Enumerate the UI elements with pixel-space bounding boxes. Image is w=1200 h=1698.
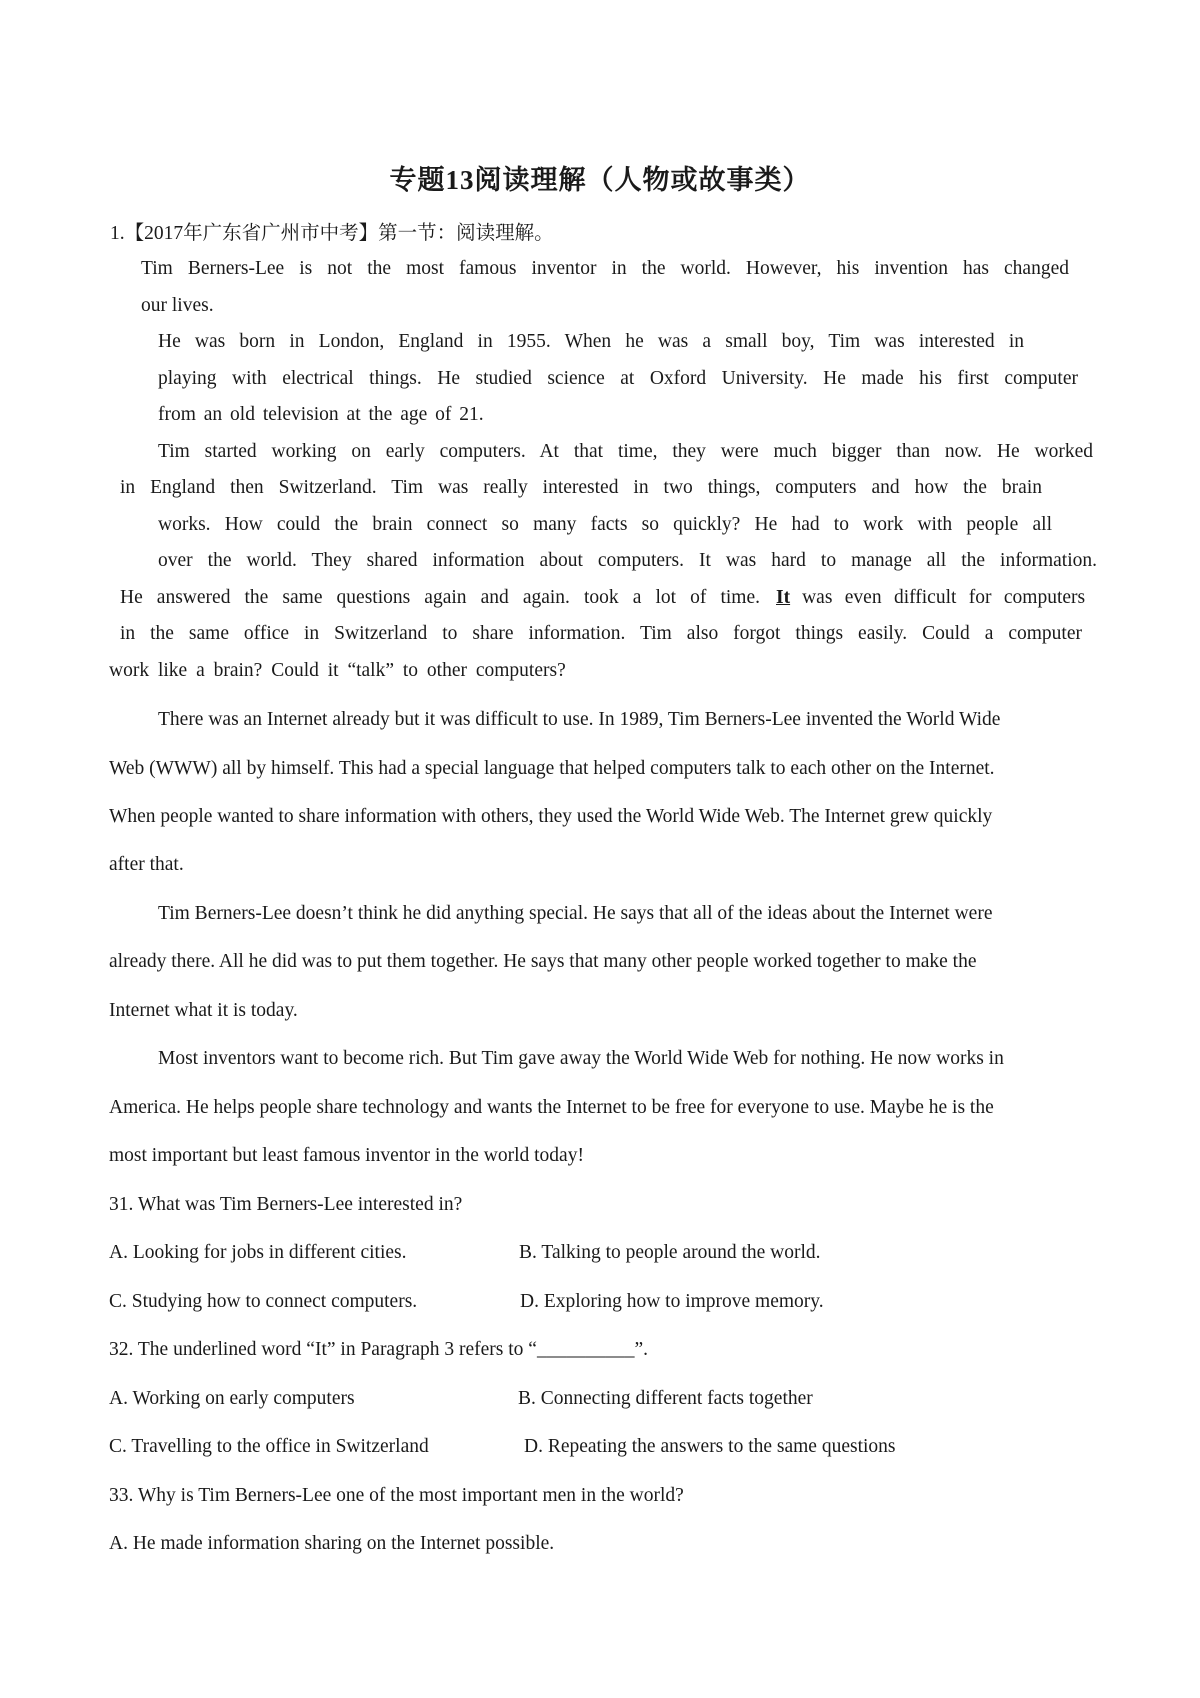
page-title: 专题13阅读理解（人物或故事类） <box>389 165 811 195</box>
passage-line: work like a brain? Could it “talk” to other computers? <box>109 660 566 681</box>
passage-line: America. He helps people share technology and wants the Internet to be free for everyone to use. Maybe he is the <box>109 1097 994 1118</box>
answer-option: D. Repeating the answers to the same questions <box>524 1436 896 1457</box>
answer-option: B. Talking to people around the world. <box>519 1242 821 1263</box>
answer-option: C. Travelling to the office in Switzerland <box>109 1436 429 1457</box>
passage-line <box>120 586 1097 610</box>
answer-option: A. Working on early computers <box>109 1388 355 1409</box>
question-stem: 31. What was Tim Berners-Lee interested in? <box>109 1194 463 1215</box>
passage-line: over the world. They shared information about computers. It was hard to manage all the information. <box>158 550 1097 571</box>
passage-line: When people wanted to share information with others, they used the World Wide Web. The Internet grew quickly <box>109 806 993 827</box>
answer-option: D. Exploring how to improve memory. <box>520 1291 824 1312</box>
answer-option: A. He made information sharing on the Internet possible. <box>109 1533 555 1554</box>
passage-line: Internet what it is today. <box>109 1000 298 1021</box>
passage-line: most important but least famous inventor in the world today! <box>109 1145 584 1166</box>
question-stem: 33. Why is Tim Berners-Lee one of the most important men in the world? <box>109 1485 684 1506</box>
passage-line: from an old television at the age of 21. <box>158 404 484 425</box>
answer-option: C. Studying how to connect computers. <box>109 1291 418 1312</box>
passage-line: in the same office in Switzerland to share information. Tim also forgot things easily. Could a computer <box>120 623 1082 644</box>
answer-option: A. Looking for jobs in different cities. <box>109 1242 407 1263</box>
question-stem: 32. The underlined word “It” in Paragraph 3 refers to “__________”. <box>109 1339 648 1360</box>
passage-text: He answered the same questions again and again. took a lot of time. <box>120 587 760 608</box>
passage-line: playing with electrical things. He studied science at Oxford University. He made his first computer <box>158 368 1078 389</box>
passage-line: Tim Berners-Lee doesn’t think he did anything special. He says that all of the ideas about the Internet were <box>158 903 993 924</box>
passage-line: already there. All he did was to put them together. He says that many other people worked together to make the <box>109 951 977 972</box>
passage-line: Tim Berners-Lee is not the most famous inventor in the world. However, his invention has changed <box>141 258 1069 279</box>
passage-line: in England then Switzerland. Tim was really interested in two things, computers and how the brain <box>120 477 1042 498</box>
passage-line: after that. <box>109 854 184 875</box>
passage-line: our lives. <box>141 295 214 316</box>
passage-line: Most inventors want to become rich. But Tim gave away the World Wide Web for nothing. He now works in <box>158 1048 1004 1069</box>
passage-line: There was an Internet already but it was difficult to use. In 1989, Tim Berners-Lee invented the World Wide <box>158 709 1001 730</box>
passage-text: was even difficult for computers <box>802 587 1086 608</box>
passage-line: He was born in London, England in 1955. When he was a small boy, Tim was interested in <box>158 331 1024 352</box>
source-line: 1.【2017年广东省广州市中考】第一节：阅读理解。 <box>110 223 554 244</box>
underlined-word: It <box>776 587 791 608</box>
passage-line: works. How could the brain connect so many facts so quickly? He had to work with people all <box>158 514 1052 535</box>
passage-line: Web (WWW) all by himself. This had a special language that helped computers talk to each other on the Internet. <box>109 758 995 779</box>
answer-option: B. Connecting different facts together <box>518 1388 813 1409</box>
passage-line: Tim started working on early computers. At that time, they were much bigger than now. He worked <box>158 441 1093 462</box>
